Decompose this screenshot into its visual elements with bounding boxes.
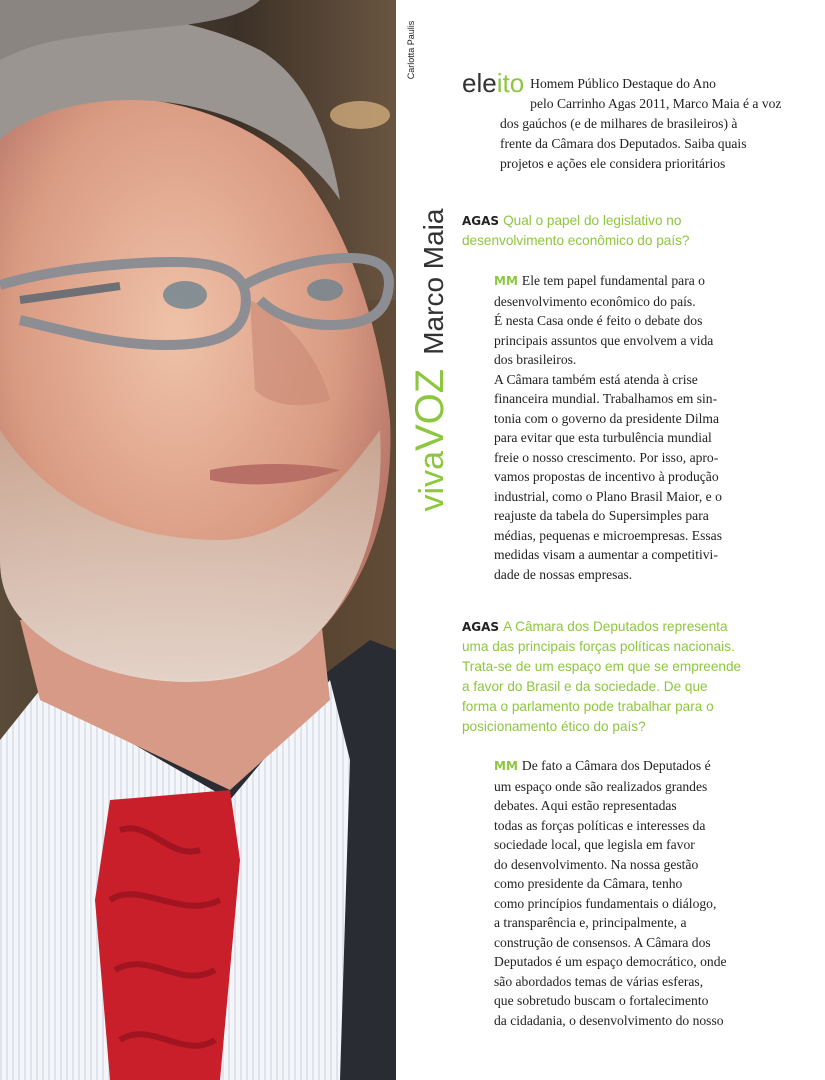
answer-label: MM: [494, 759, 518, 773]
answer-2: [494, 756, 727, 1030]
portrait-photo: [0, 0, 396, 1080]
intro-block: [462, 68, 782, 174]
answer-line: medidas visam a aumentar a competitivi-: [494, 547, 718, 562]
answer-line: Ele tem papel fundamental para o: [521, 273, 705, 288]
answer-line: debates. Aqui estão representadas: [494, 798, 677, 813]
answer-line: desenvolvimento econômico do país.: [494, 293, 696, 309]
section-viva: viva: [413, 451, 451, 512]
answer-line: que sobretudo buscam o fortalecimento: [494, 993, 709, 1008]
question-line: A Câmara dos Deputados representa: [503, 619, 728, 634]
answer-line: construção de consensos. A Câmara dos: [494, 934, 711, 950]
intro-line: frente da Câmara dos Deputados. Saiba quais: [500, 136, 747, 151]
intro-line: pelo Carrinho Agas 2011, Marco Maia é a voz: [530, 96, 782, 111]
answer-line: Deputados é um espaço democrático, onde: [494, 954, 727, 969]
question-2: [462, 617, 741, 737]
question-line: uma das principais forças políticas nacionais.: [462, 639, 735, 654]
answer-1: [494, 271, 722, 584]
answer-line: É nesta Casa onde é feito o debate dos: [494, 313, 703, 328]
answer-line: tonia com o governo da presidente Dilma: [494, 410, 719, 426]
photo-credit-text: Carlotta Paulis: [406, 20, 416, 80]
intro-line: dos gaúchos (e de milhares de brasileiros) à: [500, 116, 738, 131]
answer-line: principais assuntos que envolvem a vida: [494, 332, 714, 348]
intro-line: projetos e ações ele considera prioritários: [500, 156, 726, 171]
answer-line: como princípios fundamentais o diálogo,: [494, 895, 717, 911]
answer-line: freie o nosso crescimento. Por isso, apro-: [494, 449, 719, 465]
section-voz: VOZ: [408, 368, 452, 452]
answer-line: sociedade local, que legisla em favor: [494, 837, 695, 852]
question-line: desenvolvimento econômico do país?: [462, 233, 690, 248]
answer-line: industrial, como o Plano Brasil Maior, e o: [494, 488, 722, 504]
question-1: [462, 211, 689, 251]
section-title: [400, 180, 460, 540]
intro-line: Homem Público Destaque do Ano: [530, 76, 716, 91]
question-label: AGAS: [462, 214, 500, 228]
answer-line: vamos propostas de incentivo à produção: [494, 469, 719, 484]
answer-line: dade de nossas empresas.: [494, 566, 633, 582]
eleito-heading: [462, 70, 524, 96]
question-line: posicionamento ético do país?: [462, 719, 646, 734]
section-name: Marco Maia: [418, 208, 449, 355]
answer-line: um espaço onde são realizados grandes: [494, 778, 708, 794]
question-label: AGAS: [462, 620, 500, 634]
answer-line: do desenvolvimento. Na nossa gestão: [494, 856, 699, 872]
answer-line: reajuste da tabela do Supersimples para: [494, 508, 709, 523]
question-line: Trata-se de um espaço em que se empreende: [462, 659, 742, 674]
answer-line: como presidente da Câmara, tenho: [494, 876, 683, 891]
eleito-green: ito: [496, 68, 525, 98]
question-line: forma o parlamento pode trabalhar para o: [462, 699, 714, 714]
answer-line: para evitar que esta turbulência mundial: [494, 430, 712, 445]
answer-line: a transparência e, principalmente, a: [494, 915, 687, 930]
question-line: a favor do Brasil e da sociedade. De que: [462, 679, 708, 694]
eleito-dark: ele: [462, 68, 497, 98]
answer-line: da cidadania, o desenvolvimento do nosso: [494, 1012, 724, 1028]
answer-line: A Câmara também está atenda à crise: [494, 371, 698, 387]
photo-credit: [404, 10, 418, 90]
answer-line: De fato a Câmara dos Deputados é: [521, 758, 711, 773]
answer-line: são abordados temas de várias esferas,: [494, 973, 704, 989]
answer-line: todas as forças políticas e interesses da: [494, 817, 706, 833]
answer-line: médias, pequenas e microempresas. Essas: [494, 527, 723, 543]
answer-line: financeira mundial. Trabalhamos em sin-: [494, 391, 718, 406]
answer-line: dos brasileiros.: [494, 352, 577, 367]
answer-label: MM: [494, 274, 518, 288]
question-line: Qual o papel do legislativo no: [503, 213, 682, 228]
